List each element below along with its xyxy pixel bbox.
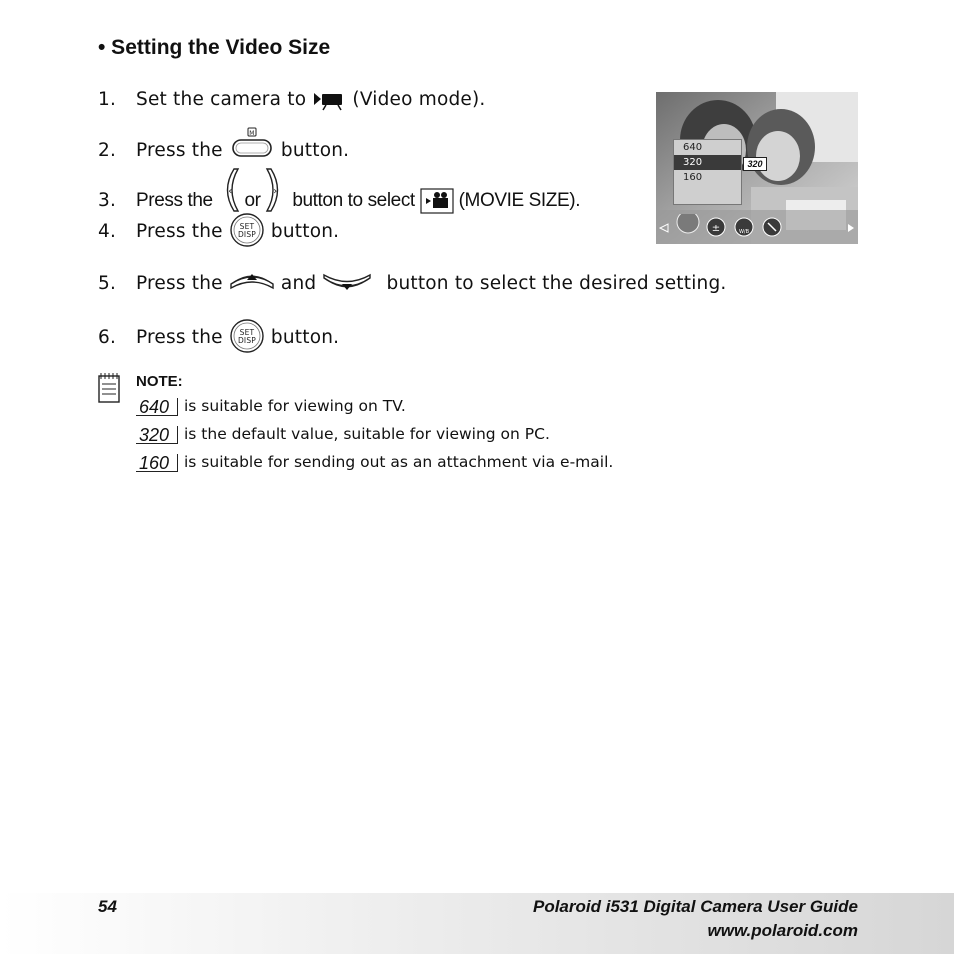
step-text: Press the xyxy=(136,140,223,161)
step-text: Press the xyxy=(136,190,213,212)
step-2 xyxy=(98,130,350,161)
note-item xyxy=(136,453,613,472)
note-item xyxy=(136,397,406,416)
step-text-and: and xyxy=(280,273,317,294)
page-title: • Setting the Video Size xyxy=(98,36,331,59)
mode-dial-icon xyxy=(677,214,699,233)
step-4 xyxy=(98,216,339,248)
svg-text:›: › xyxy=(273,186,278,197)
left-arrow-button-icon xyxy=(218,167,240,213)
down-arrow-button-icon xyxy=(322,272,372,296)
menu-option-160[interactable]: 160 xyxy=(683,172,703,183)
note-title: NOTE: xyxy=(136,373,183,390)
step-text-end: button to select the desired setting. xyxy=(386,273,727,294)
set-label: SET xyxy=(239,328,255,337)
step-text-or: or xyxy=(244,190,261,212)
step-number: 1. xyxy=(98,89,117,110)
step-number: 5. xyxy=(98,273,117,294)
set-disp-button-icon xyxy=(229,212,265,248)
step-5 xyxy=(98,272,726,296)
step-text-end: button. xyxy=(270,221,340,242)
wb-label: W/B xyxy=(738,229,750,235)
footer-url[interactable]: www.polaroid.com xyxy=(707,921,858,940)
step-text-end: button. xyxy=(280,140,350,161)
menu-option-320[interactable]: 320 xyxy=(674,155,741,170)
lcd-bottom-bar xyxy=(656,214,858,244)
size-badge-160: 160 xyxy=(136,454,178,472)
step-3 xyxy=(98,188,580,214)
note-text: is suitable for sending out as an attachment via e-mail. xyxy=(184,453,614,471)
note-text: is suitable for viewing on TV. xyxy=(184,397,406,415)
page-number: 54 xyxy=(98,897,117,916)
disp-label: DISP xyxy=(237,230,256,239)
left-arrow-icon xyxy=(660,224,668,232)
step-text: Press the xyxy=(136,273,223,294)
svg-text:±: ± xyxy=(711,223,721,234)
step-number: 6. xyxy=(98,327,117,348)
size-badge: 320 xyxy=(743,157,767,171)
step-text-end: (MOVIE SIZE). xyxy=(458,190,581,212)
right-arrow-button-icon xyxy=(265,167,287,213)
note-item xyxy=(136,425,550,444)
up-arrow-button-icon xyxy=(229,268,275,292)
step-text-mid: button to select xyxy=(292,190,415,212)
footer-title: Polaroid i531 Digital Camera User Guide xyxy=(532,897,858,916)
size-badge-640: 640 xyxy=(136,398,178,416)
disp-label: DISP xyxy=(237,336,256,345)
step-text: Press the xyxy=(136,327,223,348)
step-number: 3. xyxy=(98,190,117,212)
svg-text:‹: ‹ xyxy=(227,186,232,197)
menu-option-640[interactable]: 640 xyxy=(683,142,703,153)
menu-button-icon xyxy=(229,127,275,161)
note-icon xyxy=(97,372,121,404)
note-text: is the default value, suitable for viewing on PC. xyxy=(184,425,550,443)
camera-lcd-screenshot xyxy=(656,92,858,244)
size-badge-320: 320 xyxy=(136,426,178,444)
movie-size-menu[interactable] xyxy=(673,139,742,205)
svg-text:M: M xyxy=(249,130,255,137)
movie-size-icon xyxy=(420,188,454,214)
step-number: 2. xyxy=(98,140,117,161)
set-label: SET xyxy=(239,222,255,231)
right-arrow-icon xyxy=(848,224,854,232)
step-text: Press the xyxy=(136,221,223,242)
step-1 xyxy=(98,89,486,111)
step-number: 4. xyxy=(98,221,117,242)
step-text-end: button. xyxy=(270,327,340,348)
step-text: Set the camera to xyxy=(136,89,307,110)
set-disp-button-icon xyxy=(229,318,265,354)
step-6 xyxy=(98,322,339,354)
step-text-end: (Video mode). xyxy=(352,89,486,110)
video-mode-icon xyxy=(312,89,346,111)
